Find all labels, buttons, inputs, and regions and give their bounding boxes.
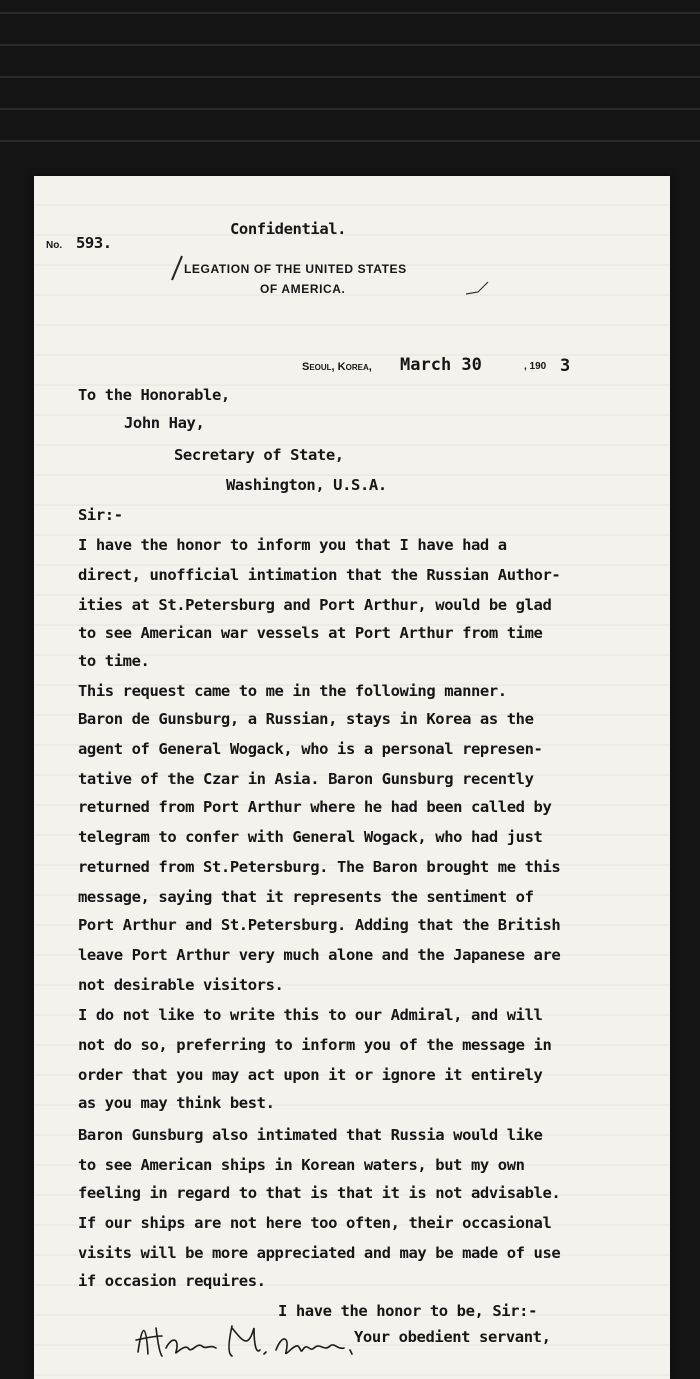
body-line: agent of General Wogack, who is a personal represen- — [78, 740, 543, 758]
salutation: Sir:- — [78, 506, 123, 524]
body-line: if occasion requires. — [78, 1272, 266, 1290]
body-line: visits will be more appreciated and may be made of use — [78, 1244, 561, 1262]
body-line: returned from Port Arthur where he had been called by — [78, 798, 552, 816]
body-line: direct, unofficial intimation that the Russian Author- — [78, 566, 561, 584]
body-line: feeling in regard to that is that it is not advisable. — [78, 1184, 561, 1202]
date-year-suffix: 3 — [560, 356, 571, 376]
pencil-mark-icon — [464, 280, 490, 298]
body-line: Baron de Gunsburg, a Russian, stays in Korea as the — [78, 710, 534, 728]
body-line: I have the honor to inform you that I have had a — [78, 536, 507, 554]
body-line: to see American ships in Korean waters, but my own — [78, 1156, 525, 1174]
body-line: returned from St.Petersburg. The Baron brought me this — [78, 858, 561, 876]
body-line: I do not like to write this to our Admiral, and will — [78, 1006, 543, 1024]
body-line: Port Arthur and St.Petersburg. Adding that the British — [78, 916, 561, 934]
body-line: to see American war vessels at Port Arthur from time — [78, 624, 543, 642]
signature-icon — [132, 1314, 362, 1364]
letter-page — [34, 176, 670, 1379]
addressee-line-4: Washington, U.S.A. — [226, 476, 387, 494]
place-of-writing: Seoul, Korea, — [302, 361, 372, 373]
body-line: order that you may act upon it or ignore it entirely — [78, 1066, 543, 1084]
body-line: telegram to confer with General Wogack, who had just — [78, 828, 543, 846]
body-line: message, saying that it represents the sentiment of — [78, 888, 534, 906]
letterhead-line-1: LEGATION OF THE UNITED STATES — [184, 262, 407, 276]
letter-number: 593. — [76, 234, 112, 252]
body-line: tative of the Czar in Asia. Baron Gunsburg recently — [78, 770, 534, 788]
date-year-prefix: , 190 — [524, 361, 547, 372]
addressee-line-3: Secretary of State, — [174, 446, 344, 464]
letterhead-line-2: OF AMERICA. — [260, 282, 346, 296]
signature — [132, 1314, 362, 1364]
body-line: This request came to me in the following manner. — [78, 682, 507, 700]
number-label: No. — [46, 240, 63, 251]
closing-line-1: I have the honor to be, Sir:- — [278, 1302, 538, 1320]
body-line: If our ships are not here too often, their occasional — [78, 1214, 552, 1232]
addressee-line-2: John Hay, — [124, 414, 205, 432]
check-mark-icon — [170, 254, 184, 282]
body-line: leave Port Arthur very much alone and the Japanese are — [78, 946, 561, 964]
body-line: Baron Gunsburg also intimated that Russia would like — [78, 1126, 543, 1144]
body-line: not do so, preferring to inform you of the message in — [78, 1036, 552, 1054]
body-line: to time. — [78, 652, 150, 670]
addressee-line-1: To the Honorable, — [78, 386, 230, 404]
body-line: as you may think best. — [78, 1094, 275, 1112]
body-line: ities at St.Petersburg and Port Arthur, would be glad — [78, 596, 552, 614]
date-month-day: March 30 — [400, 355, 482, 375]
closing-line-2: Your obedient servant, — [354, 1328, 551, 1346]
body-line: not desirable visitors. — [78, 976, 284, 994]
classification-heading: Confidential. — [230, 220, 347, 238]
